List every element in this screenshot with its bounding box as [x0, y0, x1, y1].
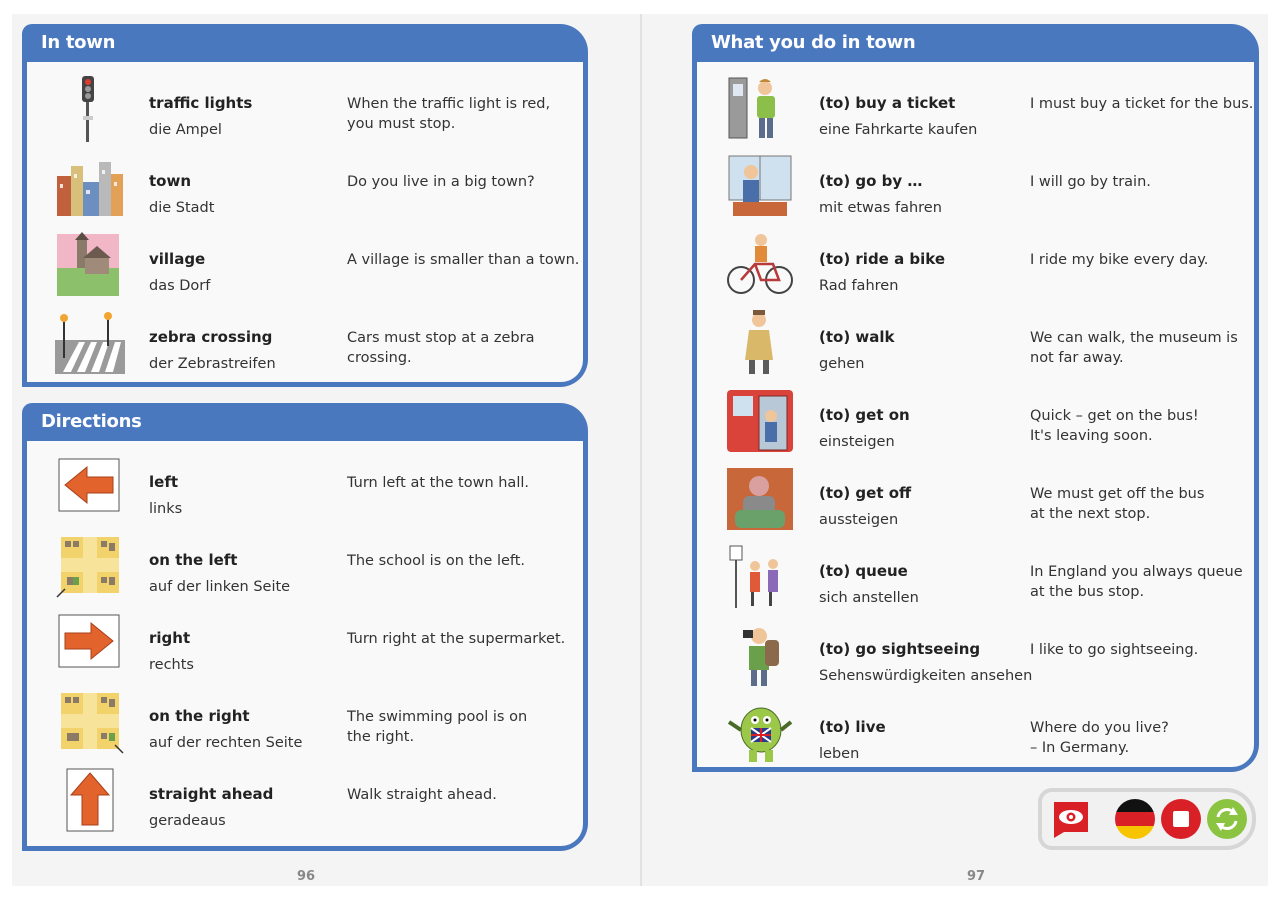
- train-passenger-icon: [725, 154, 795, 220]
- vocab-row: [27, 689, 583, 767]
- zebra-crossing-icon: [55, 310, 125, 376]
- arrow-left-icon: [55, 455, 125, 521]
- page-number-right: 97: [967, 869, 986, 884]
- stop-button[interactable]: [1160, 798, 1202, 840]
- german-word: das Dorf: [149, 278, 211, 294]
- english-word: town: [149, 172, 192, 190]
- english-word: (to) buy a ticket: [819, 94, 956, 112]
- german-word: leben: [819, 746, 860, 762]
- vocab-row: [697, 154, 1254, 232]
- traffic-light-icon: [55, 76, 125, 142]
- german-word: rechts: [149, 657, 194, 673]
- vocab-row: [697, 310, 1254, 388]
- example-sentence: Turn left at the town hall.: [347, 475, 529, 491]
- english-word: (to) walk: [819, 328, 895, 346]
- section-title: What you do in town: [711, 32, 916, 53]
- example-sentence: Walk straight ahead.: [347, 787, 497, 803]
- german-word: eine Fahrkarte kaufen: [819, 122, 978, 138]
- german-word: gehen: [819, 356, 865, 372]
- english-word: zebra crossing: [149, 328, 273, 346]
- english-word: village: [149, 250, 206, 268]
- german-word: einsteigen: [819, 434, 895, 450]
- german-flag-icon: [1114, 798, 1156, 840]
- vocab-row: [27, 232, 583, 310]
- example-sentence: Cars must stop at a zebra crossing.: [347, 330, 535, 366]
- camera-tourist-icon: [725, 622, 795, 688]
- vocab-row: [697, 388, 1254, 466]
- english-word: on the right: [149, 707, 250, 725]
- example-sentence: I ride my bike every day.: [1030, 252, 1209, 268]
- german-word: sich anstellen: [819, 590, 919, 606]
- example-sentence: A village is smaller than a town.: [347, 252, 580, 268]
- example-sentence: I like to go sightseeing.: [1030, 642, 1199, 658]
- walking-person-icon: [725, 310, 795, 376]
- english-word: (to) live: [819, 718, 886, 736]
- crossroads-right-icon: [55, 689, 125, 755]
- english-word: (to) queue: [819, 562, 908, 580]
- vocab-row: [27, 154, 583, 232]
- german-word: die Ampel: [149, 122, 222, 138]
- example-sentence: Where do you live? – In Germany.: [1030, 720, 1169, 756]
- town-buildings-icon: [55, 154, 125, 220]
- audio-controls: [1038, 788, 1256, 850]
- arrow-right-icon: [55, 611, 125, 677]
- refresh-icon: [1206, 798, 1248, 840]
- section-body: [697, 62, 1254, 767]
- english-word: left: [149, 473, 179, 491]
- stop-icon: [1160, 798, 1202, 840]
- crossroads-left-icon: [55, 533, 125, 599]
- vocab-row: [27, 533, 583, 611]
- english-word: (to) ride a bike: [819, 250, 946, 268]
- bus-door-icon: [725, 388, 795, 454]
- example-sentence: In England you always queue at the bus stop.: [1030, 564, 1243, 600]
- bus-stop-queue-icon: [725, 544, 795, 610]
- english-word: (to) get on: [819, 406, 910, 424]
- section-what-you-do-in-town: [692, 24, 1259, 772]
- vocab-row: [27, 76, 583, 154]
- vocab-row: [27, 611, 583, 689]
- section-body: [27, 62, 583, 382]
- german-word: der Zebrastreifen: [149, 356, 276, 372]
- english-word: (to) go sightseeing: [819, 640, 981, 658]
- example-sentence: When the traffic light is red, you must stop.: [347, 96, 551, 132]
- section-body: [27, 441, 583, 846]
- example-sentence: I must buy a ticket for the bus.: [1030, 96, 1254, 112]
- example-sentence: Do you live in a big town?: [347, 174, 535, 190]
- german-word: aussteigen: [819, 512, 899, 528]
- vocab-row: [27, 310, 583, 388]
- german-word: auf der rechten Seite: [149, 735, 303, 751]
- arrow-up-icon: [55, 767, 125, 833]
- vocab-row: [697, 76, 1254, 154]
- vocab-row: [697, 232, 1254, 310]
- section-title: Directions: [41, 411, 142, 432]
- bicycle-icon: [725, 232, 795, 298]
- german-word: auf der linken Seite: [149, 579, 291, 595]
- example-sentence: The swimming pool is on the right.: [347, 709, 528, 745]
- english-word: (to) get off: [819, 484, 912, 502]
- section-directions: [22, 403, 588, 851]
- section-in-town: [22, 24, 588, 387]
- example-sentence: I will go by train.: [1030, 174, 1151, 190]
- english-word: (to) go by …: [819, 172, 923, 190]
- german-flag-button[interactable]: [1114, 798, 1156, 840]
- ticket-machine-icon: [725, 76, 795, 142]
- english-word: right: [149, 629, 191, 647]
- example-sentence: Turn right at the supermarket.: [347, 631, 566, 647]
- vocab-row: [27, 767, 583, 845]
- english-word: straight ahead: [149, 785, 274, 803]
- english-word: on the left: [149, 551, 238, 569]
- example-sentence: The school is on the left.: [347, 553, 526, 569]
- monster-icon: [725, 700, 795, 766]
- vocab-row: [697, 544, 1254, 622]
- refresh-button[interactable]: [1206, 798, 1248, 840]
- eye-icon: [1050, 798, 1092, 840]
- vocab-row: [697, 466, 1254, 544]
- page-number-left: 96: [297, 869, 316, 884]
- german-word: mit etwas fahren: [819, 200, 942, 216]
- german-word: geradeaus: [149, 813, 226, 829]
- vocab-row: [27, 455, 583, 533]
- village-church-icon: [55, 232, 125, 298]
- german-word: Sehenswürdigkeiten ansehen: [819, 668, 1033, 684]
- example-sentence: We can walk, the museum is not far away.: [1030, 330, 1238, 366]
- german-word: Rad fahren: [819, 278, 899, 294]
- german-word: links: [149, 501, 183, 517]
- section-title: In town: [41, 32, 116, 53]
- vocab-row: [697, 700, 1254, 778]
- getting-off-icon: [725, 466, 795, 532]
- german-word: die Stadt: [149, 200, 215, 216]
- example-sentence: Quick – get on the bus! It's leaving soon.: [1030, 408, 1199, 444]
- english-word: traffic lights: [149, 94, 253, 112]
- example-sentence: We must get off the bus at the next stop.: [1030, 486, 1205, 522]
- eye-button[interactable]: [1050, 798, 1092, 840]
- vocab-row: [697, 622, 1254, 700]
